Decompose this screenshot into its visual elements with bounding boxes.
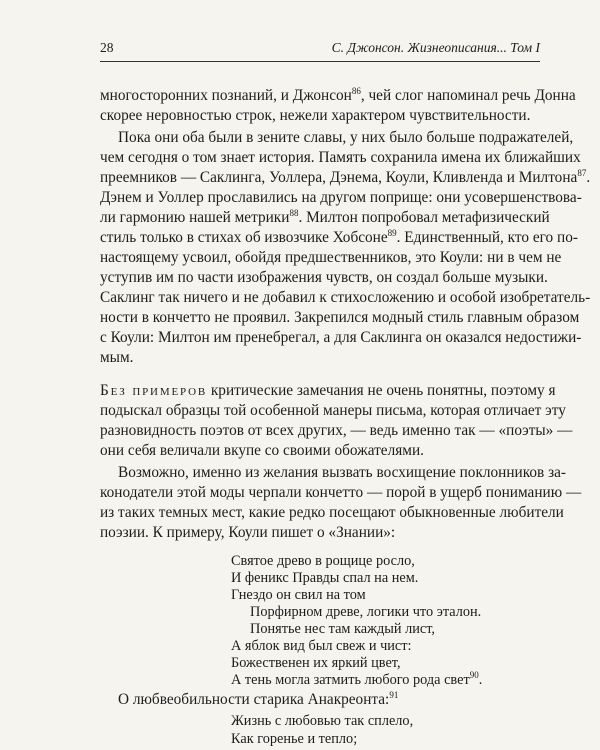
running-head	[100, 38, 540, 58]
footnote-marker: 87	[577, 168, 587, 178]
text-line: О любвеобильности старика Анакреонта:$^{91}$	[118, 690, 399, 708]
header-rule	[100, 61, 540, 62]
verse-line: А тень могла затмить любого рода свет$^{90}$.	[231, 670, 483, 688]
footnote-marker: 88	[289, 208, 299, 218]
verse-line: Как горенье и тепло;	[231, 731, 358, 747]
text-line: ли гармонию нашей метрики$^{88}$. Милтон попробовал метафизический	[100, 208, 550, 226]
verse-line: Божественен их яркий цвет,	[231, 655, 401, 671]
text-line: Саклинг так ничего и не добавил к стихосложению и особой изобретатель-	[100, 289, 591, 306]
verse-line: Гнездо он свил на том	[231, 587, 366, 603]
verse-line: Порфирном древе, логики что эталон.	[250, 604, 482, 620]
running-title: С. Джонсон. Жизнеописания... Том I	[331, 40, 540, 55]
text-line: они себя величали вкупе со своими обожателями.	[100, 442, 424, 459]
verse-line: Святое древо в рощице росло,	[231, 553, 415, 569]
text-line: Пока они оба были в зените славы, у них было больше подражателей,	[118, 129, 574, 146]
text-line: поэзии. К примеру, Коули пишет о «Знании»:	[100, 524, 396, 541]
text-line: Дэнем и Уоллер прославились на другом поприще: они усовершенствова-	[100, 189, 582, 206]
small-caps-lead: Без примеров	[100, 382, 208, 399]
text-line: мым.	[100, 349, 134, 366]
text-line: чем сегодня о том знает история. Память сохранила имена их ближайших	[100, 149, 581, 166]
text-line: Возможно, именно из желания вызвать восхищение поклонников за-	[118, 464, 566, 481]
text-line: многосторонних познаний, и Джонсон$^{86}$, чей слог напоминал речь Донна	[100, 86, 576, 104]
footnote-marker: 90	[469, 670, 479, 680]
text-line: Без примеров критические замечания не очень понятны, поэтому я	[100, 382, 556, 399]
page-number: 28	[100, 40, 114, 55]
text-line: скорее неровностью строк, нежели характером чувствительности.	[100, 107, 531, 124]
text-line: из таких темных мест, какие редко посещают обыкновенные любители	[100, 504, 564, 521]
text-line: разновидность поэтов от всех других, — ведь именно так — «поэты» —	[100, 422, 573, 439]
text-line: настоящему усвоил, обойдя предшественников, это Коули: ни в чем не	[100, 249, 562, 266]
text-line: с Коули: Милтон им пренебрегал, а для Саклинга он оказался недостижи-	[100, 329, 582, 346]
text-line: подыскал образцы той особенной манеры письма, которая отличает эту	[100, 402, 566, 419]
verse-line: А яблок вид был свеж и чист:	[231, 638, 412, 654]
text-line: преемников — Саклинга, Уоллера, Дэнема, Коули, Кливленда и Милтона$^{87}$.	[100, 168, 591, 186]
verse-line: И феникс Правды спал на нем.	[231, 570, 419, 586]
text-line: конодатели этой моды черпали кончетто — порой в ущерб пониманию —	[100, 484, 582, 501]
text-line: стиль только в стихах об извозчике Хобсоне$^{89}$. Единственный, кто его по-	[100, 228, 578, 246]
text-line: ности в кончетто не проявил. Закрепился модный стиль главным образом	[100, 309, 580, 326]
verse-line: Жизнь с любовью так сплело,	[231, 713, 414, 729]
footnote-marker: 86	[351, 86, 361, 96]
verse-line: Понятье нес там каждый лист,	[250, 621, 435, 637]
text-line: уступив им по части изображения чувств, он создал больше музыки.	[100, 269, 548, 286]
footnote-marker: 91	[389, 690, 399, 700]
footnote-marker: 89	[387, 228, 397, 238]
